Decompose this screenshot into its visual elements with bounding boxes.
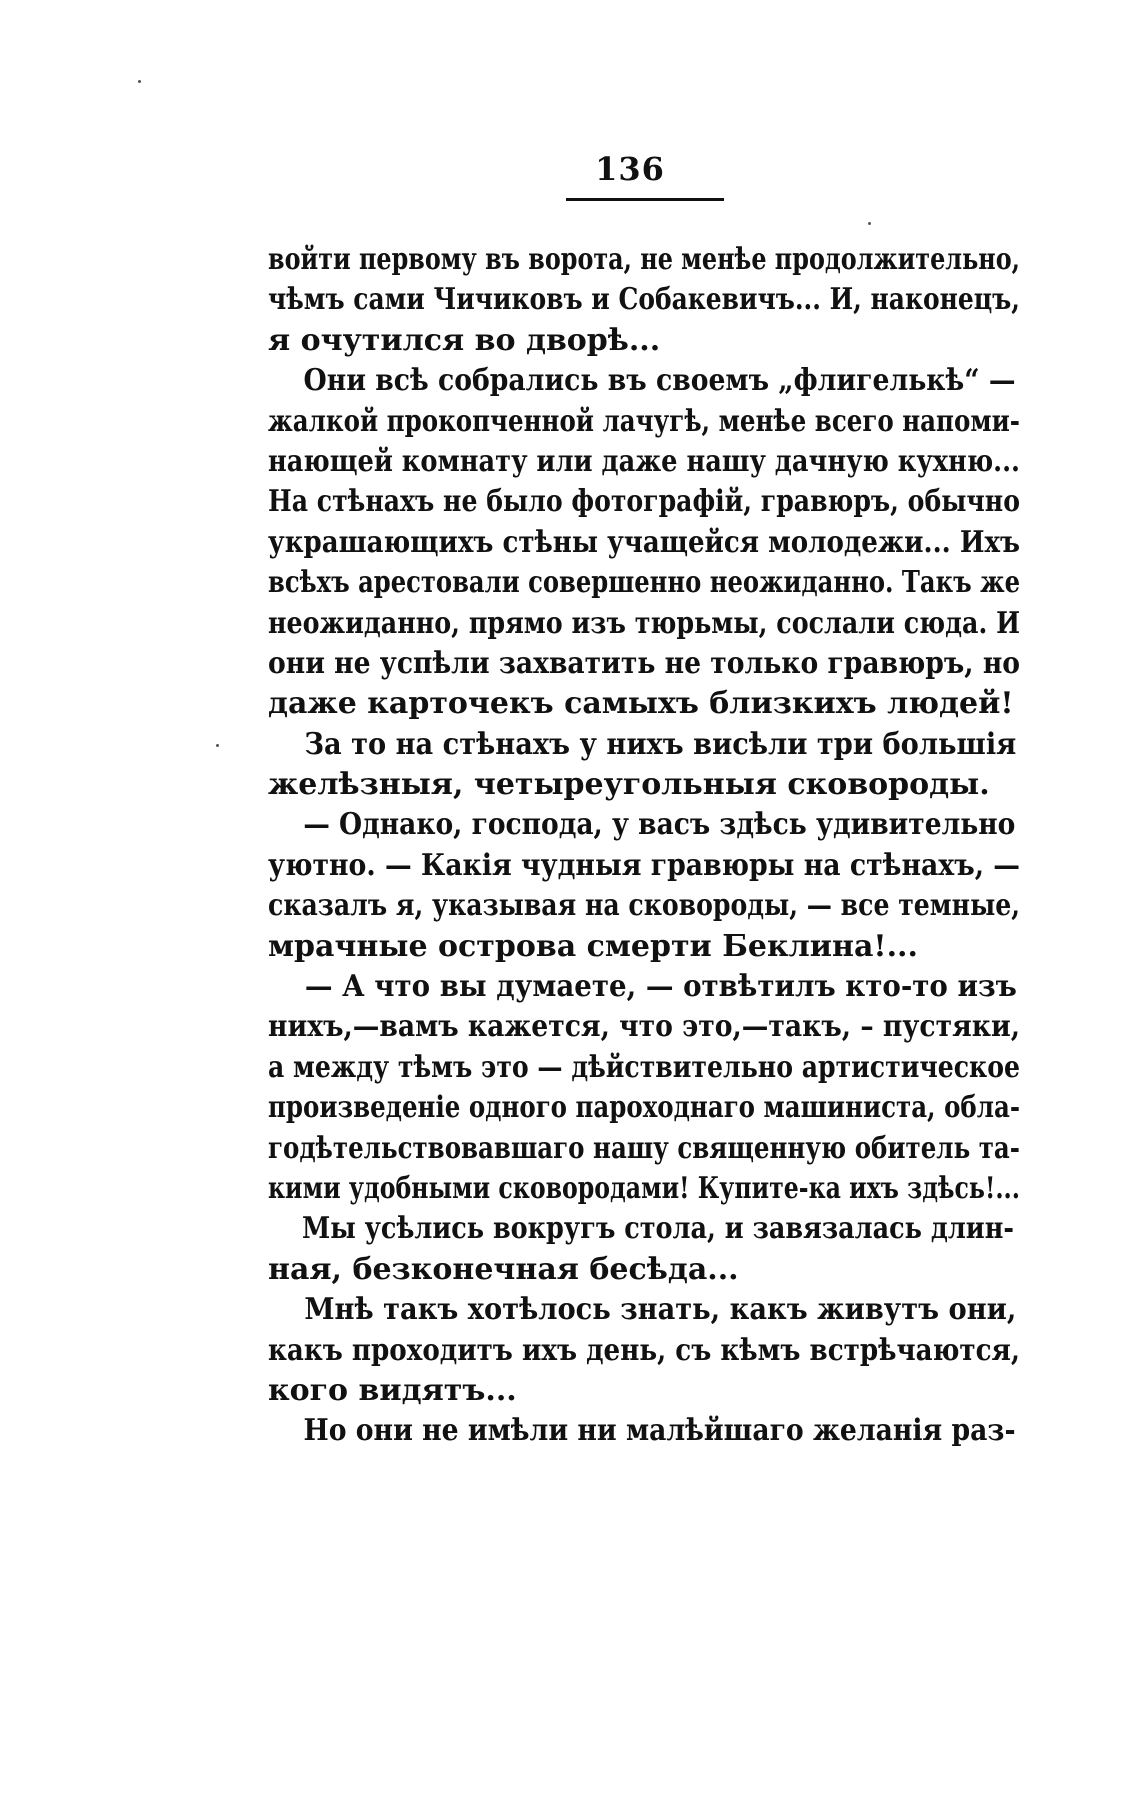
text-line: а между тѣмъ это — дѣйствительно артистическое [268, 1049, 1020, 1085]
text-line: уютно. — Какія чудныя гравюры на стѣнахъ, — [268, 847, 1020, 883]
text-line: нихъ,—вамъ кажется, что это,—такъ, – пустяки, [268, 1009, 1021, 1045]
print-speck [868, 222, 871, 225]
text-line: украшающихъ стѣны учащейся молодежи... Ихъ [268, 524, 1020, 560]
text-line: какъ проходитъ ихъ день, съ кѣмъ встрѣчаются, [268, 1332, 1020, 1368]
text-line: сказалъ я, указывая на сковороды, — все темные, [268, 888, 1021, 924]
text-line: они не успѣли захватить не только гравюръ, но [268, 645, 1021, 681]
text-line: мрачные острова смерти Беклина!... [268, 928, 918, 964]
text-line: За то на стѣнахъ у нихъ висѣли три большія [304, 726, 1017, 762]
text-line: чѣмъ сами Чичиковъ и Собакевичъ... И, наконецъ, [268, 282, 1020, 318]
text-line: — А что вы думаете, — отвѣтилъ кто-то изъ [304, 969, 1017, 1005]
text-line: произведеніе одного пароходнаго машиниста, обла- [268, 1090, 1020, 1126]
text-line: неожиданно, прямо изъ тюрьмы, сослали сюда. И [268, 605, 1021, 641]
text-line: жалкой прокопченной лачугѣ, менѣе всего напоми- [268, 403, 1020, 439]
text-line: Но они не имѣли ни малѣйшаго желанія раз- [303, 1413, 1016, 1449]
text-line: Они всѣ собрались въ своемъ „флигелькѣ“ — [303, 363, 1016, 399]
text-line: войти первому въ ворота, не менѣе продолжительно, [268, 242, 1020, 277]
body-text [268, 240, 1020, 1452]
page-number-rule [566, 198, 724, 201]
text-line: всѣхъ арестовали совершенно неожиданно. Такъ же [268, 565, 1021, 601]
page-number: 136 [595, 150, 665, 188]
text-line: желѣзныя, четыреугольныя сковороды. [268, 767, 990, 803]
text-line: кими удобными сковородами! Купите-ка ихъ здѣсь!... [268, 1170, 1020, 1206]
text-line: нающей комнату или даже нашу дачную кухню... [268, 443, 1020, 479]
print-speck [138, 80, 141, 83]
text-line: ная, безконечная бесѣда... [268, 1251, 739, 1287]
text-line: Мнѣ такъ хотѣлось знать, какъ живутъ они, [304, 1292, 1017, 1328]
text-line: Мы усѣлись вокругъ стола, и завязалась длин- [301, 1211, 1014, 1247]
text-line: я очутился во дворѣ... [268, 322, 661, 358]
text-line: годѣтельствовавшаго нашу священную обитель та- [268, 1130, 1020, 1166]
text-line: даже карточекъ самыхъ близкихъ людей! [268, 686, 1014, 722]
text-line: кого видятъ... [268, 1372, 517, 1408]
text-line: На стѣнахъ не было фотографій, гравюръ, обычно [268, 484, 1020, 520]
print-speck [216, 744, 219, 747]
text-line: — Однако, господа, у васъ здѣсь удивительно [303, 807, 1016, 843]
